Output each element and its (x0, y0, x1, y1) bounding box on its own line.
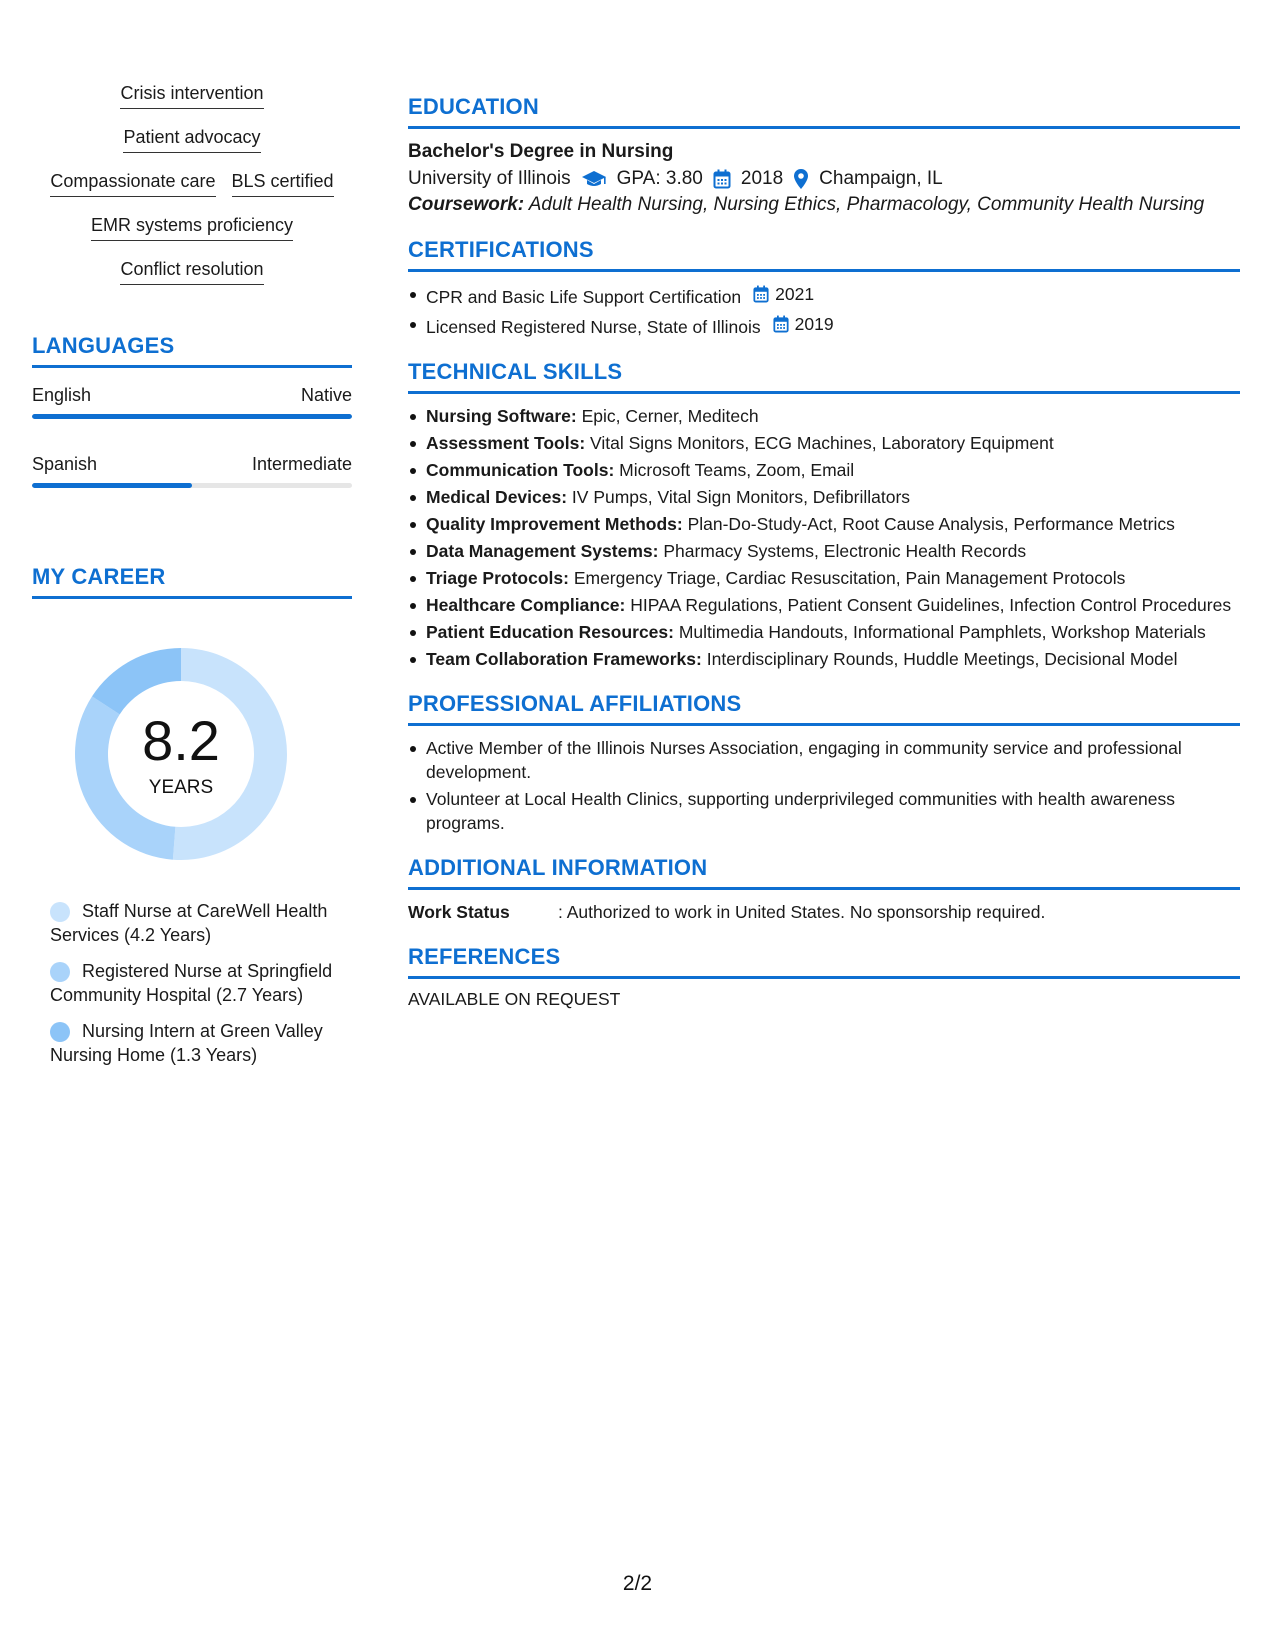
work-status-label: Work Status (408, 902, 510, 922)
technical-skill-item (408, 512, 1240, 536)
skill-tag: BLS certified (232, 170, 334, 197)
technical-skill-item (408, 647, 1240, 671)
right-column (408, 94, 1240, 1030)
degree-title: Bachelor's Degree in Nursing (408, 141, 674, 162)
technical-skill-label: Quality Improvement Methods: (426, 514, 683, 534)
certification-year: 2019 (794, 314, 834, 334)
calendar-icon (713, 169, 731, 189)
certification-date (753, 282, 814, 306)
technical-skill-label: Triage Protocols: (426, 568, 569, 588)
affiliations-heading: PROFESSIONAL AFFILIATIONS (408, 691, 1240, 726)
language-proficiency-fill (32, 483, 192, 488)
technical-skill-value: Epic, Cerner, Meditech (581, 406, 759, 426)
language-proficiency-fill (32, 414, 352, 419)
technical-skill-item (408, 539, 1240, 563)
technical-skill-value: Plan-Do-Study-Act, Root Cause Analysis, Performance Metrics (687, 514, 1175, 534)
legend-dot-icon (50, 1022, 70, 1042)
technical-skill-value: HIPAA Regulations, Patient Consent Guidelines, Infection Control Procedures (630, 595, 1232, 615)
technical-skill-label: Nursing Software: (426, 406, 577, 426)
career-legend-item (50, 1019, 352, 1067)
technical-skill-label: Patient Education Resources: (426, 622, 674, 642)
language-row (32, 384, 352, 406)
technical-skill-item (408, 620, 1240, 644)
skill-row (32, 82, 352, 109)
skill-row (32, 170, 352, 197)
education-details (408, 165, 1240, 193)
location-pin-icon (793, 168, 809, 190)
language-level: Native (300, 385, 352, 405)
technical-skill-label: Healthcare Compliance: (426, 595, 626, 615)
page-number: 2/2 (622, 1572, 653, 1595)
technical-skill-label: Medical Devices: (426, 487, 568, 507)
technical-skill-label: Communication Tools: (426, 460, 615, 480)
technical-skill-value: IV Pumps, Vital Sign Monitors, Defibrillators (571, 487, 911, 507)
education-section (408, 94, 1240, 217)
technical-skill-value: Emergency Triage, Cardiac Resuscitation, Pain Management Protocols (573, 568, 1126, 588)
certification-name: Licensed Registered Nurse, State of Illinois (426, 317, 761, 337)
technical-skills-heading: TECHNICAL SKILLS (408, 359, 1240, 394)
technical-skill-item (408, 593, 1240, 617)
left-column (32, 82, 352, 1079)
technical-skill-item (408, 458, 1240, 482)
technical-skills-section (408, 359, 1240, 671)
legend-dot-icon (50, 902, 70, 922)
technical-skills-list (408, 404, 1240, 671)
career-legend (32, 899, 352, 1067)
technical-skill-label: Data Management Systems: (426, 541, 659, 561)
skill-tag: Crisis intervention (120, 82, 263, 109)
skill-row (32, 126, 352, 153)
gpa: GPA: 3.80 (616, 168, 703, 189)
graduation-cap-icon (581, 169, 607, 189)
certifications-section (408, 237, 1240, 339)
graduation-year: 2018 (740, 168, 784, 189)
certifications-heading: CERTIFICATIONS (408, 237, 1240, 272)
technical-skill-item (408, 404, 1240, 428)
references-text: AVAILABLE ON REQUEST (408, 989, 621, 1009)
affiliation-item: Volunteer at Local Health Clinics, supporting underprivileged communities with health awareness programs. (408, 787, 1240, 835)
certification-item (408, 312, 1240, 339)
technical-skill-item (408, 431, 1240, 455)
language-name: English (32, 385, 92, 405)
language-proficiency-bar (32, 483, 352, 488)
language-proficiency-bar (32, 414, 352, 419)
certification-date (773, 312, 834, 336)
technical-skill-item (408, 485, 1240, 509)
career-total-unit: YEARS (148, 777, 214, 798)
language-row (32, 453, 352, 475)
skill-tag: Patient advocacy (123, 126, 260, 153)
education-heading: EDUCATION (408, 94, 1240, 129)
certification-item (408, 282, 1240, 309)
career-legend-label: Nursing Intern at Green Valley Nursing Home (1.3 Years) (50, 1021, 323, 1065)
career-legend-label: Registered Nurse at Springfield Community Hospital (2.7 Years) (50, 961, 333, 1005)
career-legend-item (50, 899, 352, 947)
certifications-list (408, 282, 1240, 339)
additional-info-section (408, 855, 1240, 924)
work-status-row (408, 900, 1240, 924)
technical-skill-value: Microsoft Teams, Zoom, Email (619, 460, 855, 480)
career-donut-chart (66, 639, 296, 869)
skill-row (32, 214, 352, 241)
language-name: Spanish (32, 454, 98, 474)
coursework-list: Adult Health Nursing, Nursing Ethics, Pharmacology, Community Health Nursing (528, 194, 1205, 215)
technical-skill-value: Vital Signs Monitors, ECG Machines, Laboratory Equipment (590, 433, 1054, 453)
legend-dot-icon (50, 962, 70, 982)
calendar-icon (753, 285, 772, 303)
career-legend-label: Staff Nurse at CareWell Health Services (4.2 Years) (50, 901, 328, 945)
calendar-icon (773, 315, 792, 333)
donut-slice (92, 648, 181, 714)
school-location: Champaign, IL (819, 168, 943, 189)
technical-skill-value: Pharmacy Systems, Electronic Health Records (663, 541, 1027, 561)
skills-list (32, 82, 352, 285)
references-section (408, 944, 1240, 1010)
affiliation-item: Active Member of the Illinois Nurses Association, engaging in community service and professional development. (408, 736, 1240, 784)
technical-skill-value: Interdisciplinary Rounds, Huddle Meetings, Decisional Model (706, 649, 1178, 669)
languages-list (32, 384, 352, 488)
certification-year: 2021 (775, 284, 815, 304)
language-item (32, 384, 352, 419)
school-name: University of Illinois (408, 168, 571, 189)
coursework (408, 193, 1240, 217)
skill-tag: Compassionate care (50, 170, 215, 197)
affiliations-section (408, 691, 1240, 835)
language-item (32, 453, 352, 488)
technical-skill-value: Multimedia Handouts, Informational Pamphlets, Workshop Materials (678, 622, 1206, 642)
references-heading: REFERENCES (408, 944, 1240, 979)
technical-skill-item (408, 566, 1240, 590)
language-level: Intermediate (251, 454, 352, 474)
certification-name: CPR and Basic Life Support Certification (426, 287, 742, 307)
career-total-years: 8.2 (142, 709, 220, 772)
affiliations-list (408, 736, 1240, 835)
work-status-value: : Authorized to work in United States. No sponsorship required. (558, 902, 1046, 922)
career-legend-item (50, 959, 352, 1007)
skill-tag: EMR systems proficiency (91, 214, 293, 241)
career-heading: MY CAREER (32, 564, 352, 599)
skill-tag: Conflict resolution (120, 258, 263, 285)
languages-heading: LANGUAGES (32, 333, 352, 368)
skill-row (32, 258, 352, 285)
technical-skill-label: Assessment Tools: (426, 433, 586, 453)
technical-skill-label: Team Collaboration Frameworks: (426, 649, 702, 669)
coursework-label: Coursework: (408, 194, 525, 215)
additional-info-heading: ADDITIONAL INFORMATION (408, 855, 1240, 890)
